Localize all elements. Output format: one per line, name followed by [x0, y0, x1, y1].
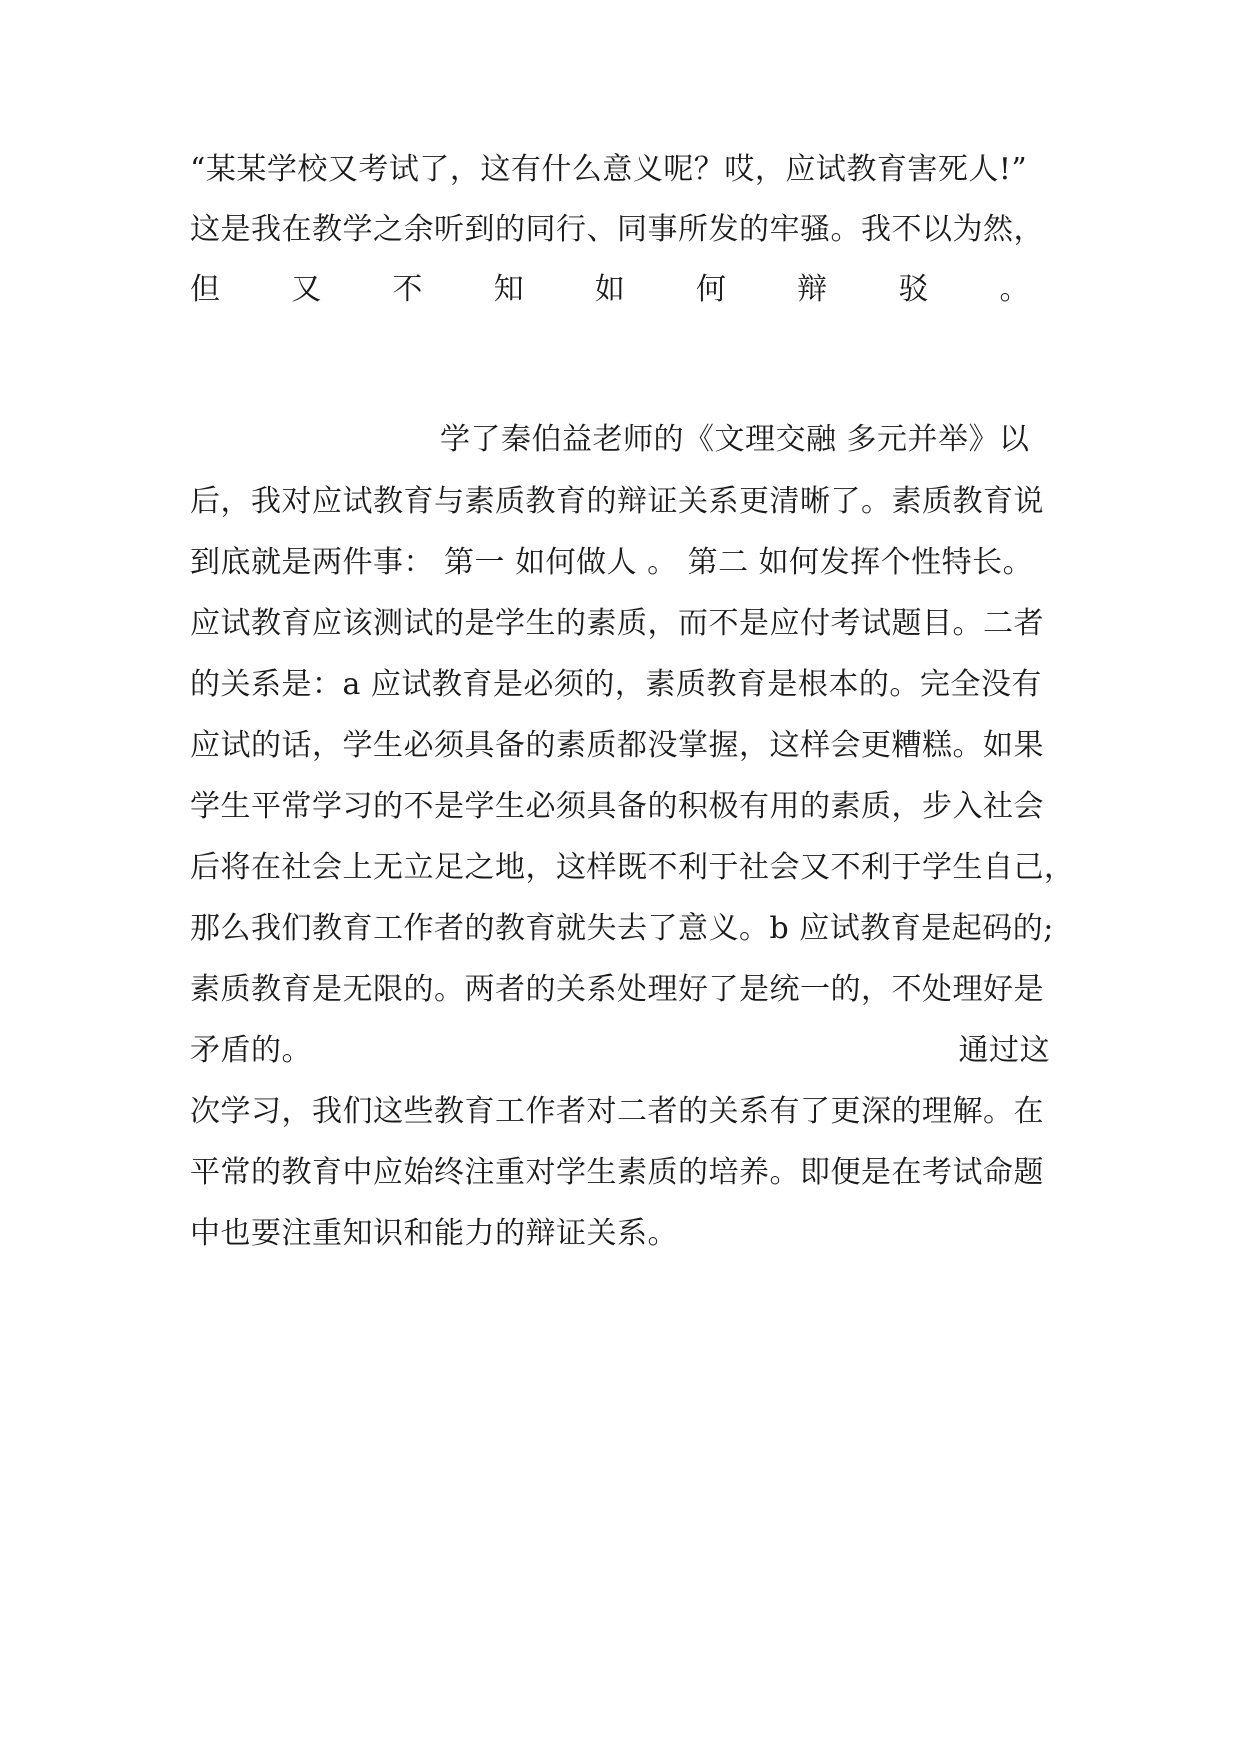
spread-char: 。	[999, 272, 1030, 307]
spread-char: 驳	[898, 272, 929, 307]
split-right-text: 通过这	[958, 1033, 1050, 1068]
text-line-7: 的关系是：a 应试教育是必须的，素质教育是根本的。完全没有	[190, 667, 1042, 702]
text-line-15: 中也要注重知识和能力的辩证关系。	[190, 1216, 678, 1251]
text-line-8: 应试的话，学生必须具备的素质都没掌握，这样会更糟糕。如果	[190, 728, 1044, 763]
text-line-2: 这是我在教学之余听到的同行、同事所发的牢骚。我不以为然，	[190, 212, 1044, 247]
spread-char: 何	[695, 272, 727, 307]
text-line-1: “某某学校又考试了，这有什么意义呢？哎，应试教育害死人!”	[190, 152, 1028, 187]
spread-char: 辩	[797, 272, 828, 307]
text-line-11: 那么我们教育工作者的教育就失去了意义。b 应试教育是起码的;	[190, 911, 1054, 946]
spread-char: 又	[291, 272, 322, 307]
spread-char: 但	[190, 272, 221, 307]
text-line-12: 素质教育是无限的。两者的关系处理好了是统一的，不处理好是	[190, 972, 1044, 1007]
spread-char: 如	[594, 272, 626, 307]
text-line-5: 到底就是两件事： 第一 如何做人 。 第二 如何发挥个性特长。	[190, 545, 1034, 580]
text-line-9: 学生平常学习的不是学生必须具备的积极有用的素质，步入社会	[190, 789, 1044, 824]
text-line-split	[190, 1031, 1050, 1071]
text-line-6: 应试教育应该测试的是学生的素质，而不是应付考试题目。二者	[190, 606, 1044, 641]
spread-char: 知	[493, 272, 525, 307]
text-line-14: 平常的教育中应始终注重对学生素质的培养。即便是在考试命题	[190, 1155, 1044, 1190]
text-line-4: 后，我对应试教育与素质教育的辩证关系更清晰了。素质教育说	[190, 484, 1044, 519]
split-left-text: 矛盾的。	[190, 1033, 312, 1068]
text-line-spread	[190, 270, 1030, 310]
text-line-3: 学了秦伯益老师的《文理交融 多元并举》以	[440, 422, 1030, 457]
text-line-10: 后将在社会上无立足之地，这样既不利于社会又不利于学生自己，	[190, 850, 1075, 885]
spread-char: 不	[392, 272, 423, 307]
text-line-13: 次学习，我们这些教育工作者对二者的关系有了更深的理解。在	[190, 1094, 1044, 1129]
